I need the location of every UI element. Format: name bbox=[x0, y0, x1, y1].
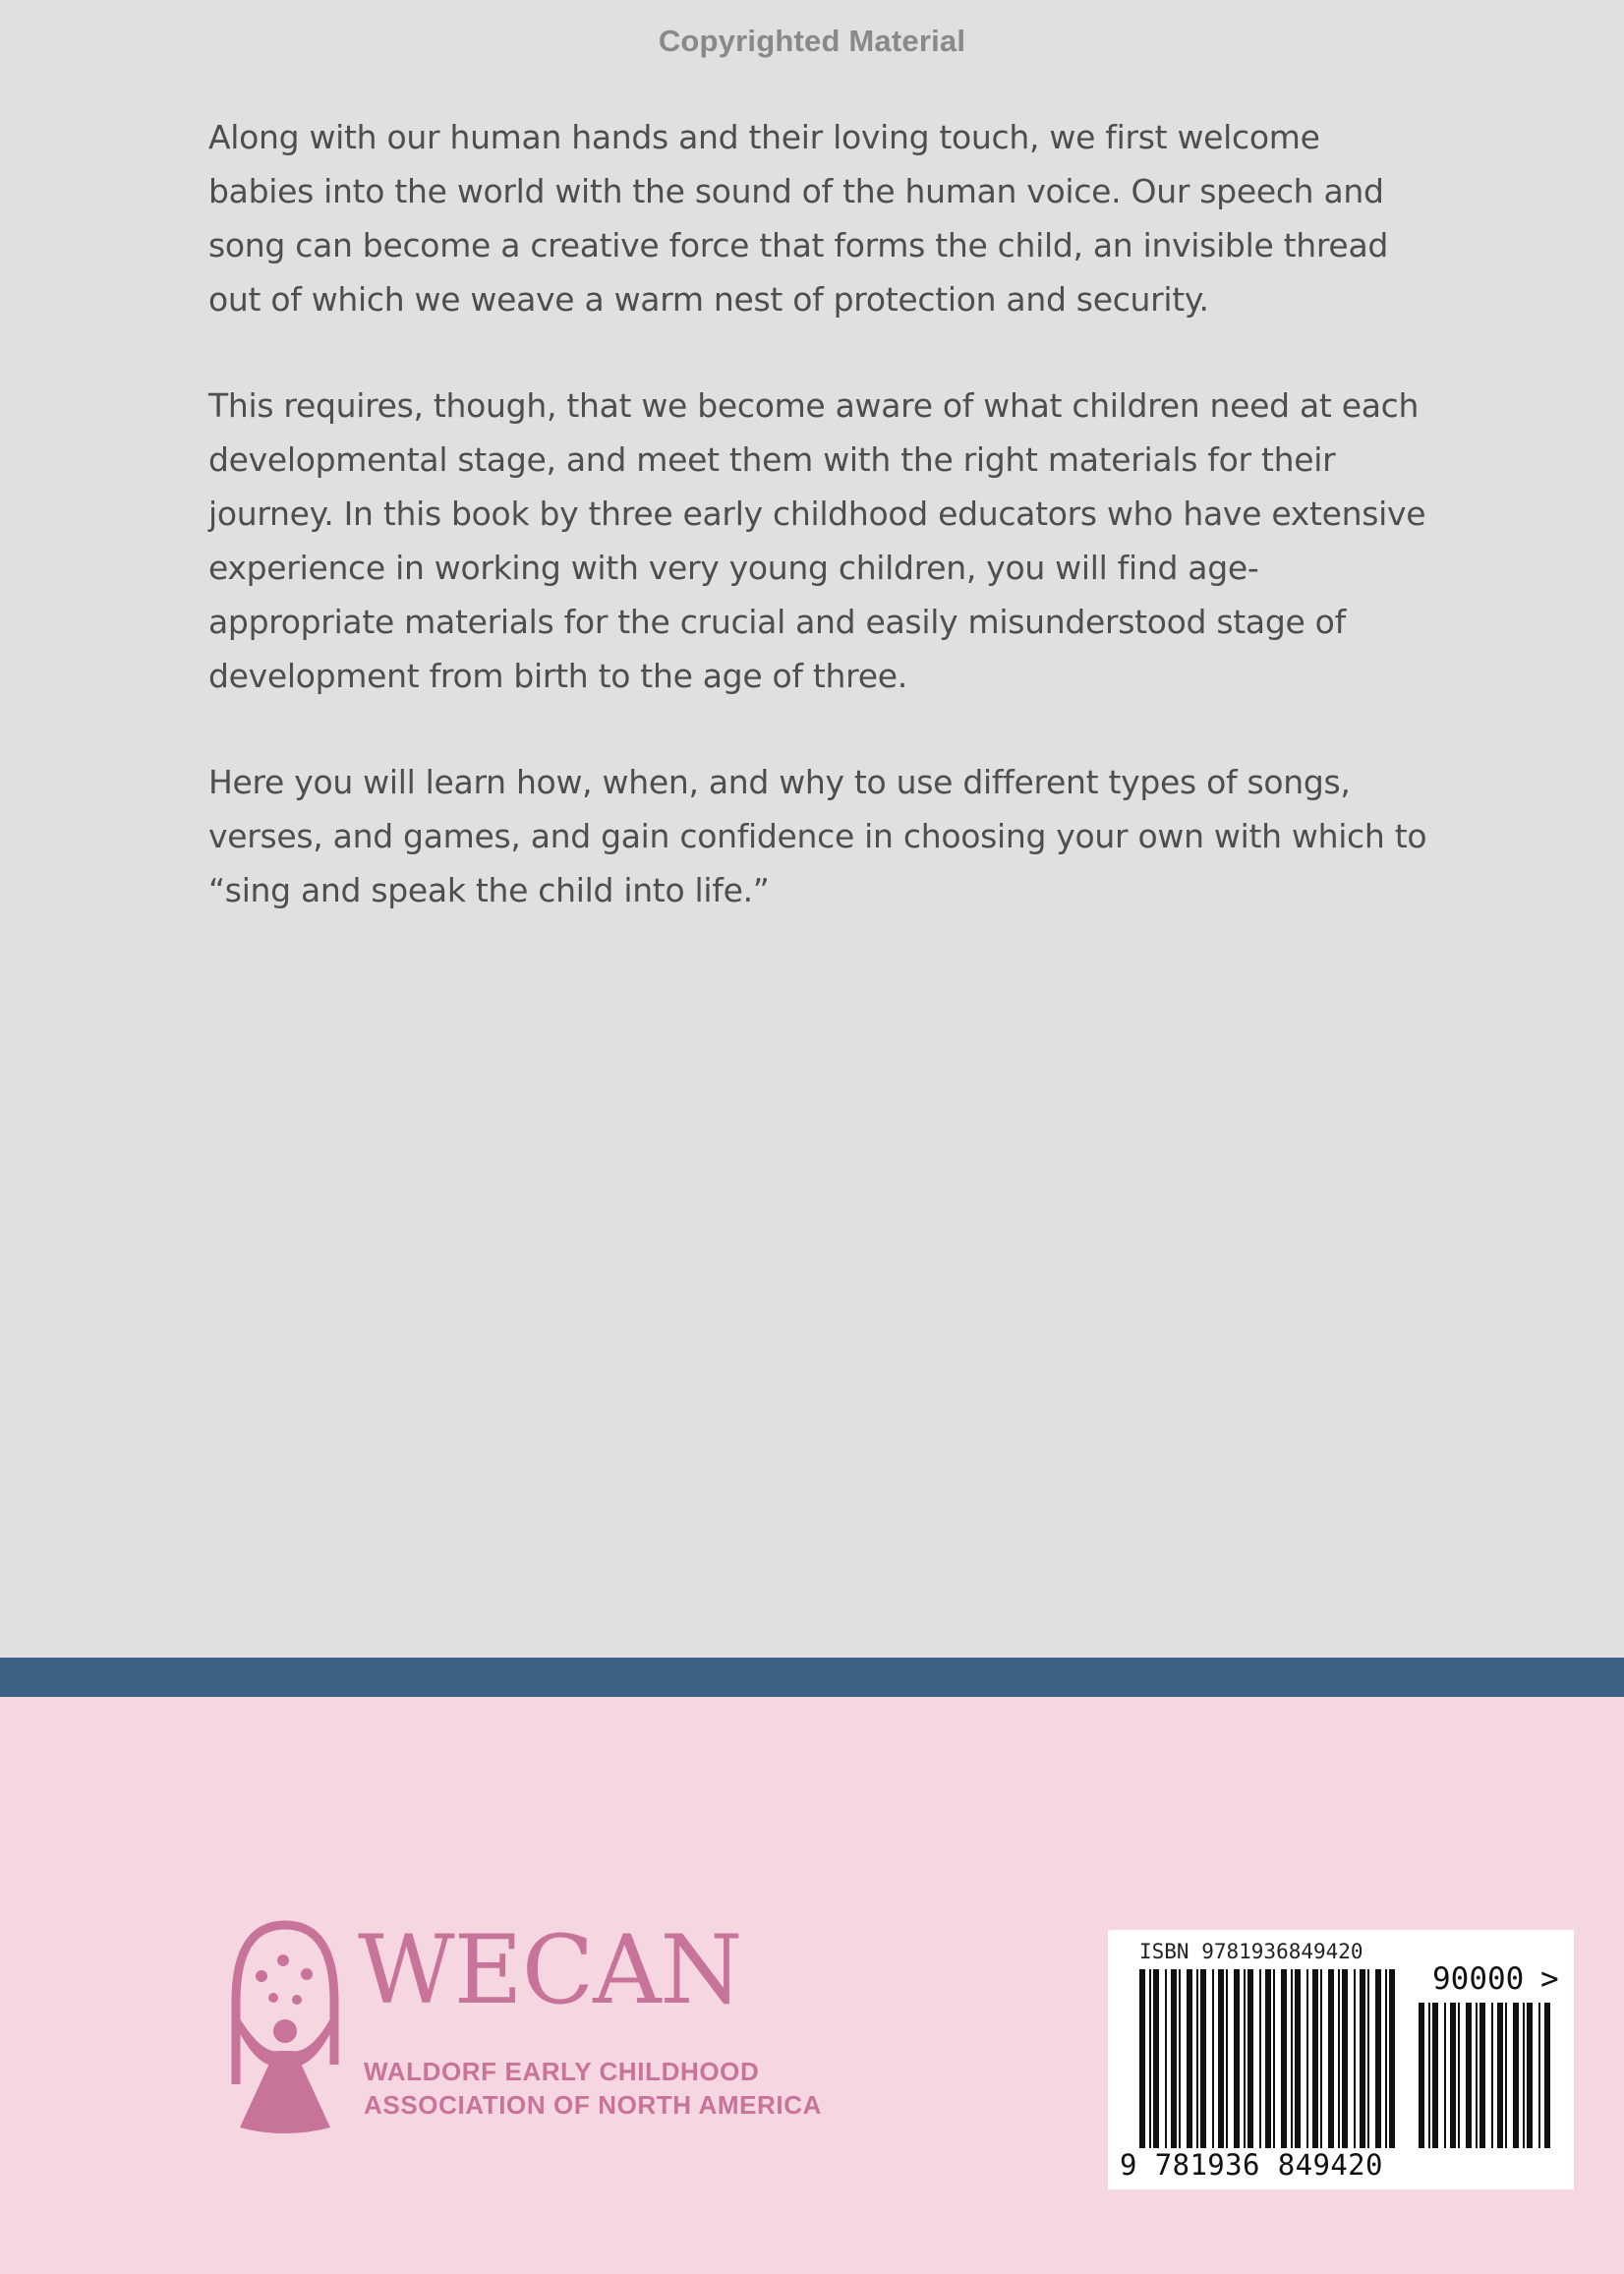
ean-digits: 9 781936 849420 bbox=[1120, 2148, 1383, 2182]
price-code: 90000 bbox=[1432, 1961, 1525, 1997]
logo-subtitle-line-2: ASSOCIATION OF NORTH AMERICA bbox=[364, 2090, 823, 2120]
back-cover-blurb bbox=[208, 110, 1427, 969]
blurb-paragraph-1: Along with our human hands and their loving touch, we first welcome babies into the world with the sound of the human voice. Our speech and song can become a creative force that forms the child, an invisible thread out of which we weave a warm nest of protection and security. bbox=[208, 118, 1389, 319]
wecan-logo bbox=[222, 1917, 832, 2153]
isbn-label: ISBN 9781936849420 bbox=[1139, 1940, 1363, 1963]
copyright-watermark-top: Copyrighted Material bbox=[658, 24, 966, 58]
price-arrow: > bbox=[1540, 1961, 1559, 1997]
child-figure-icon bbox=[222, 1917, 348, 2141]
logo-wordmark: WECAN bbox=[358, 1915, 742, 2025]
isbn-barcode bbox=[1108, 1930, 1574, 2189]
blurb-paragraph-2: This requires, though, that we become aware of what children need at each developmental stage, and meet them with the right materials for their journey. In this book by three early childhood educators who have extensive experience in working with very young children, you will find age-appropriate materials for the crucial and easily misunderstood stage of development from birth to the age of three. bbox=[208, 386, 1426, 695]
divider-band bbox=[0, 1658, 1624, 1697]
logo-subtitle-line-1: WALDORF EARLY CHILDHOOD bbox=[364, 2057, 760, 2086]
blurb-paragraph-3: Here you will learn how, when, and why to use different types of songs, verses, and games, and gain confidence in choosing your own with which to “sing and speak the child into life.” bbox=[208, 763, 1427, 909]
